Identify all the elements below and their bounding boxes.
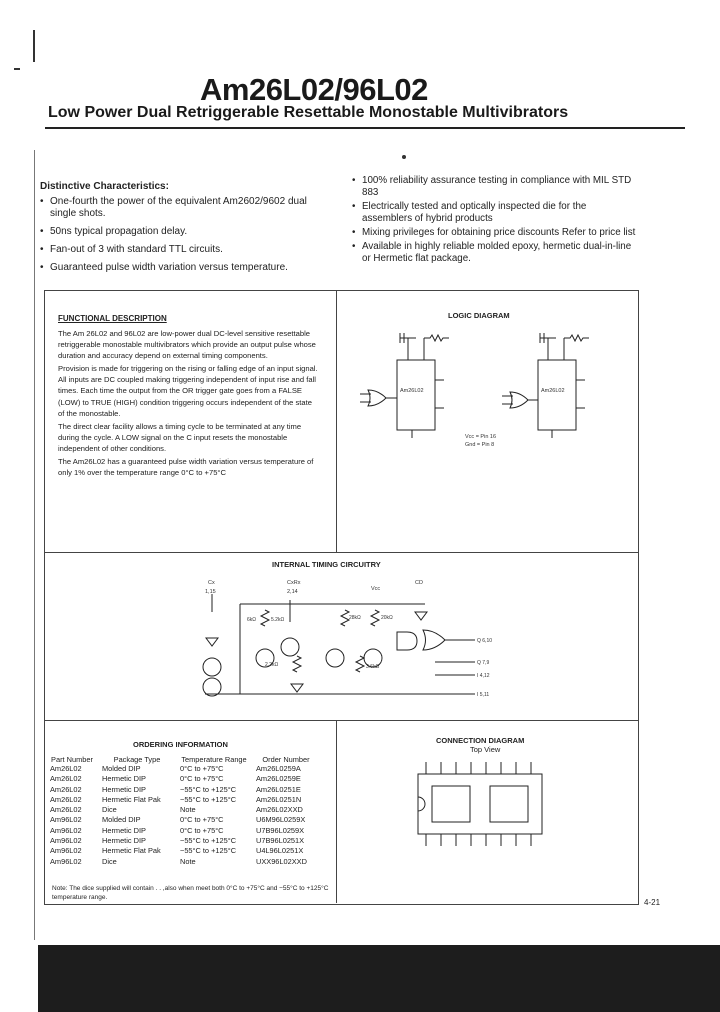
page-title: Am26L02/96L02 bbox=[200, 72, 428, 107]
r-28k-label: 28kΩ bbox=[349, 615, 361, 621]
cd-label: CD bbox=[415, 580, 423, 586]
connection-diagram-subtitle: Top View bbox=[470, 745, 501, 754]
table-row: Am96L02 Molded DIP 0°C to +75°C U6M96L0259X bbox=[50, 815, 306, 825]
list-item: • Fan-out of 3 with standard TTL circuits. bbox=[40, 244, 330, 256]
ordering-table bbox=[46, 755, 320, 867]
or-gate-2 bbox=[510, 392, 528, 408]
frame-divider-v-top bbox=[336, 290, 337, 552]
table-row: Am26L02 Molded DIP 0°C to +75°C Am26L0259A bbox=[50, 764, 301, 773]
characteristics-right-list bbox=[352, 175, 637, 271]
functional-description-title: FUNCTIONAL DESCRIPTION bbox=[58, 314, 167, 323]
list-item: • Electrically tested and optically inspected die for the assemblers of hybrid products bbox=[352, 201, 637, 225]
cxrx-label: CxRx bbox=[287, 580, 301, 586]
page-subtitle: Low Power Dual Retriggerable Resettable Monostable Multivibrators bbox=[48, 104, 569, 121]
table-row: Am26L02 Dice Note Am26L02XXD bbox=[50, 805, 303, 815]
r-5k2-label: 5.2kΩ bbox=[271, 617, 285, 623]
column-header: Temperature Range bbox=[181, 755, 247, 764]
r-6k-label: 6kΩ bbox=[247, 617, 257, 623]
vcc-label: Vcc bbox=[371, 586, 381, 592]
characteristics-left-list bbox=[40, 196, 330, 280]
column-header: Part Number bbox=[51, 755, 93, 764]
or-gate-1 bbox=[368, 390, 386, 406]
timing-circuit bbox=[185, 572, 505, 712]
table-row: Am96L02 Hermetic DIP 0°C to +75°C U7B96L0259X bbox=[50, 825, 305, 835]
scan-mark-top bbox=[33, 30, 35, 62]
connection-diagram-title: CONNECTION DIAGRAM bbox=[436, 736, 525, 745]
i-in-label-2: I 5,11 bbox=[477, 692, 490, 698]
r-2k2-label: 2.2kΩ bbox=[265, 662, 279, 668]
list-item: • Available in highly reliable molded epoxy, hermetic dual-in-line or Hermetic flat package. bbox=[352, 241, 637, 265]
functional-description-text bbox=[58, 328, 320, 480]
list-item: • Mixing privileges for obtaining price discounts Refer to price list bbox=[352, 227, 637, 239]
list-item: • 50ns typical propagation delay. bbox=[40, 226, 330, 238]
paragraph: Provision is made for triggering on the rising or falling edge of an input signal. All inputs are DC coupled making triggering independent of input rise and fall times. Each time the output from the OR trigger gate goes from a FALSE (LOW) to TRUE (HIGH) condition triggering occurs independent of the state of the monostable. bbox=[58, 364, 318, 418]
ordering-note: Note: The dice supplied will contain . . ,also when meet both 0°C to +75°C and −55°C to +125°C temperature range. bbox=[52, 885, 329, 901]
center-dot bbox=[402, 155, 406, 159]
table-row: Am96L02 Hermetic Flat Pak −55°C to +125°C U4L96L0251X bbox=[50, 846, 304, 856]
table-row: Am26L02 Hermetic Flat Pak −55°C to +125°C Am26L0251N bbox=[50, 794, 302, 804]
paragraph: The direct clear facility allows a timing cycle to be terminated at any time during the cycle. A LOW signal on the C input resets the monostable independent of other conditions. bbox=[58, 421, 302, 453]
ordering-title: ORDERING INFORMATION bbox=[133, 740, 228, 749]
pins-bottom bbox=[426, 834, 531, 846]
scan-shadow bbox=[38, 945, 720, 1012]
page-number: 4-21 bbox=[644, 898, 661, 907]
q-out-label: Q 6,10 bbox=[477, 638, 493, 644]
chip-label-2: Am26L02 bbox=[541, 388, 565, 394]
column-header: Order Number bbox=[262, 755, 310, 764]
cx-pins-label: 1,15 bbox=[205, 589, 216, 595]
r-3k6-label: 3.6kΩ bbox=[366, 664, 380, 670]
monostable-block-1 bbox=[397, 360, 435, 430]
frame-divider-v-bottom bbox=[336, 720, 337, 903]
logic-diagram bbox=[340, 320, 634, 450]
list-item: • 100% reliability assurance testing in compliance with MIL STD 883 bbox=[352, 175, 637, 199]
dip-package bbox=[418, 774, 542, 834]
vcc-note: Vcc = Pin 16 bbox=[465, 434, 497, 440]
paragraph: The Am26L02 has a guaranteed pulse width variation versus temperature of only 1% over the temperature range 0°C to +75°C bbox=[58, 457, 314, 478]
pins-top bbox=[426, 762, 531, 774]
connection-diagram bbox=[410, 752, 550, 862]
chip-label-1: Am26L02 bbox=[400, 388, 424, 394]
logic-diagram-title: LOGIC DIAGRAM bbox=[448, 311, 510, 320]
cxrx-pins-label: 2,14 bbox=[287, 589, 298, 595]
i-in-label-1: I 4,12 bbox=[477, 673, 490, 679]
list-item: • Guaranteed pulse width variation versus temperature. bbox=[40, 262, 330, 274]
table-row: Am26L02 Hermetic DIP 0°C to +75°C Am26L0259E bbox=[50, 774, 301, 784]
title-rule bbox=[45, 127, 685, 129]
gnd-note: Gnd = Pin 8 bbox=[465, 442, 495, 448]
frame-divider-h-2 bbox=[44, 720, 638, 721]
table-row: Am96L02 Dice Note UXX96L02XXD bbox=[50, 856, 307, 866]
timing-circuitry-title: INTERNAL TIMING CIRCUITRY bbox=[272, 560, 381, 569]
table-row: Am96L02 Hermetic DIP −55°C to +125°C U7B96L0251X bbox=[50, 836, 305, 846]
r-20k-label: 20kΩ bbox=[381, 615, 393, 621]
characteristics-heading: Distinctive Characteristics: bbox=[40, 181, 169, 192]
list-item: • One-fourth the power of the equivalent Am2602/9602 dual single shots. bbox=[40, 196, 330, 220]
frame-divider-h-1 bbox=[44, 552, 638, 553]
paragraph: The Am 26L02 and 96L02 are low-power dual DC-level sensitive resettable retriggerable monostable multivibrators which provide an output pulse whose duration and accuracy depend on external timing components. bbox=[58, 329, 316, 361]
monostable-block-2 bbox=[538, 360, 576, 430]
table-row: Am26L02 Hermetic DIP −55°C to +125°C Am26L0251E bbox=[50, 784, 301, 794]
cx-label: Cx bbox=[208, 580, 215, 586]
column-header: Package Type bbox=[113, 755, 161, 764]
qbar-out-label: Q 7,9 bbox=[477, 660, 490, 666]
scan-mark-dash bbox=[14, 68, 20, 70]
scan-mark-left bbox=[34, 150, 35, 940]
